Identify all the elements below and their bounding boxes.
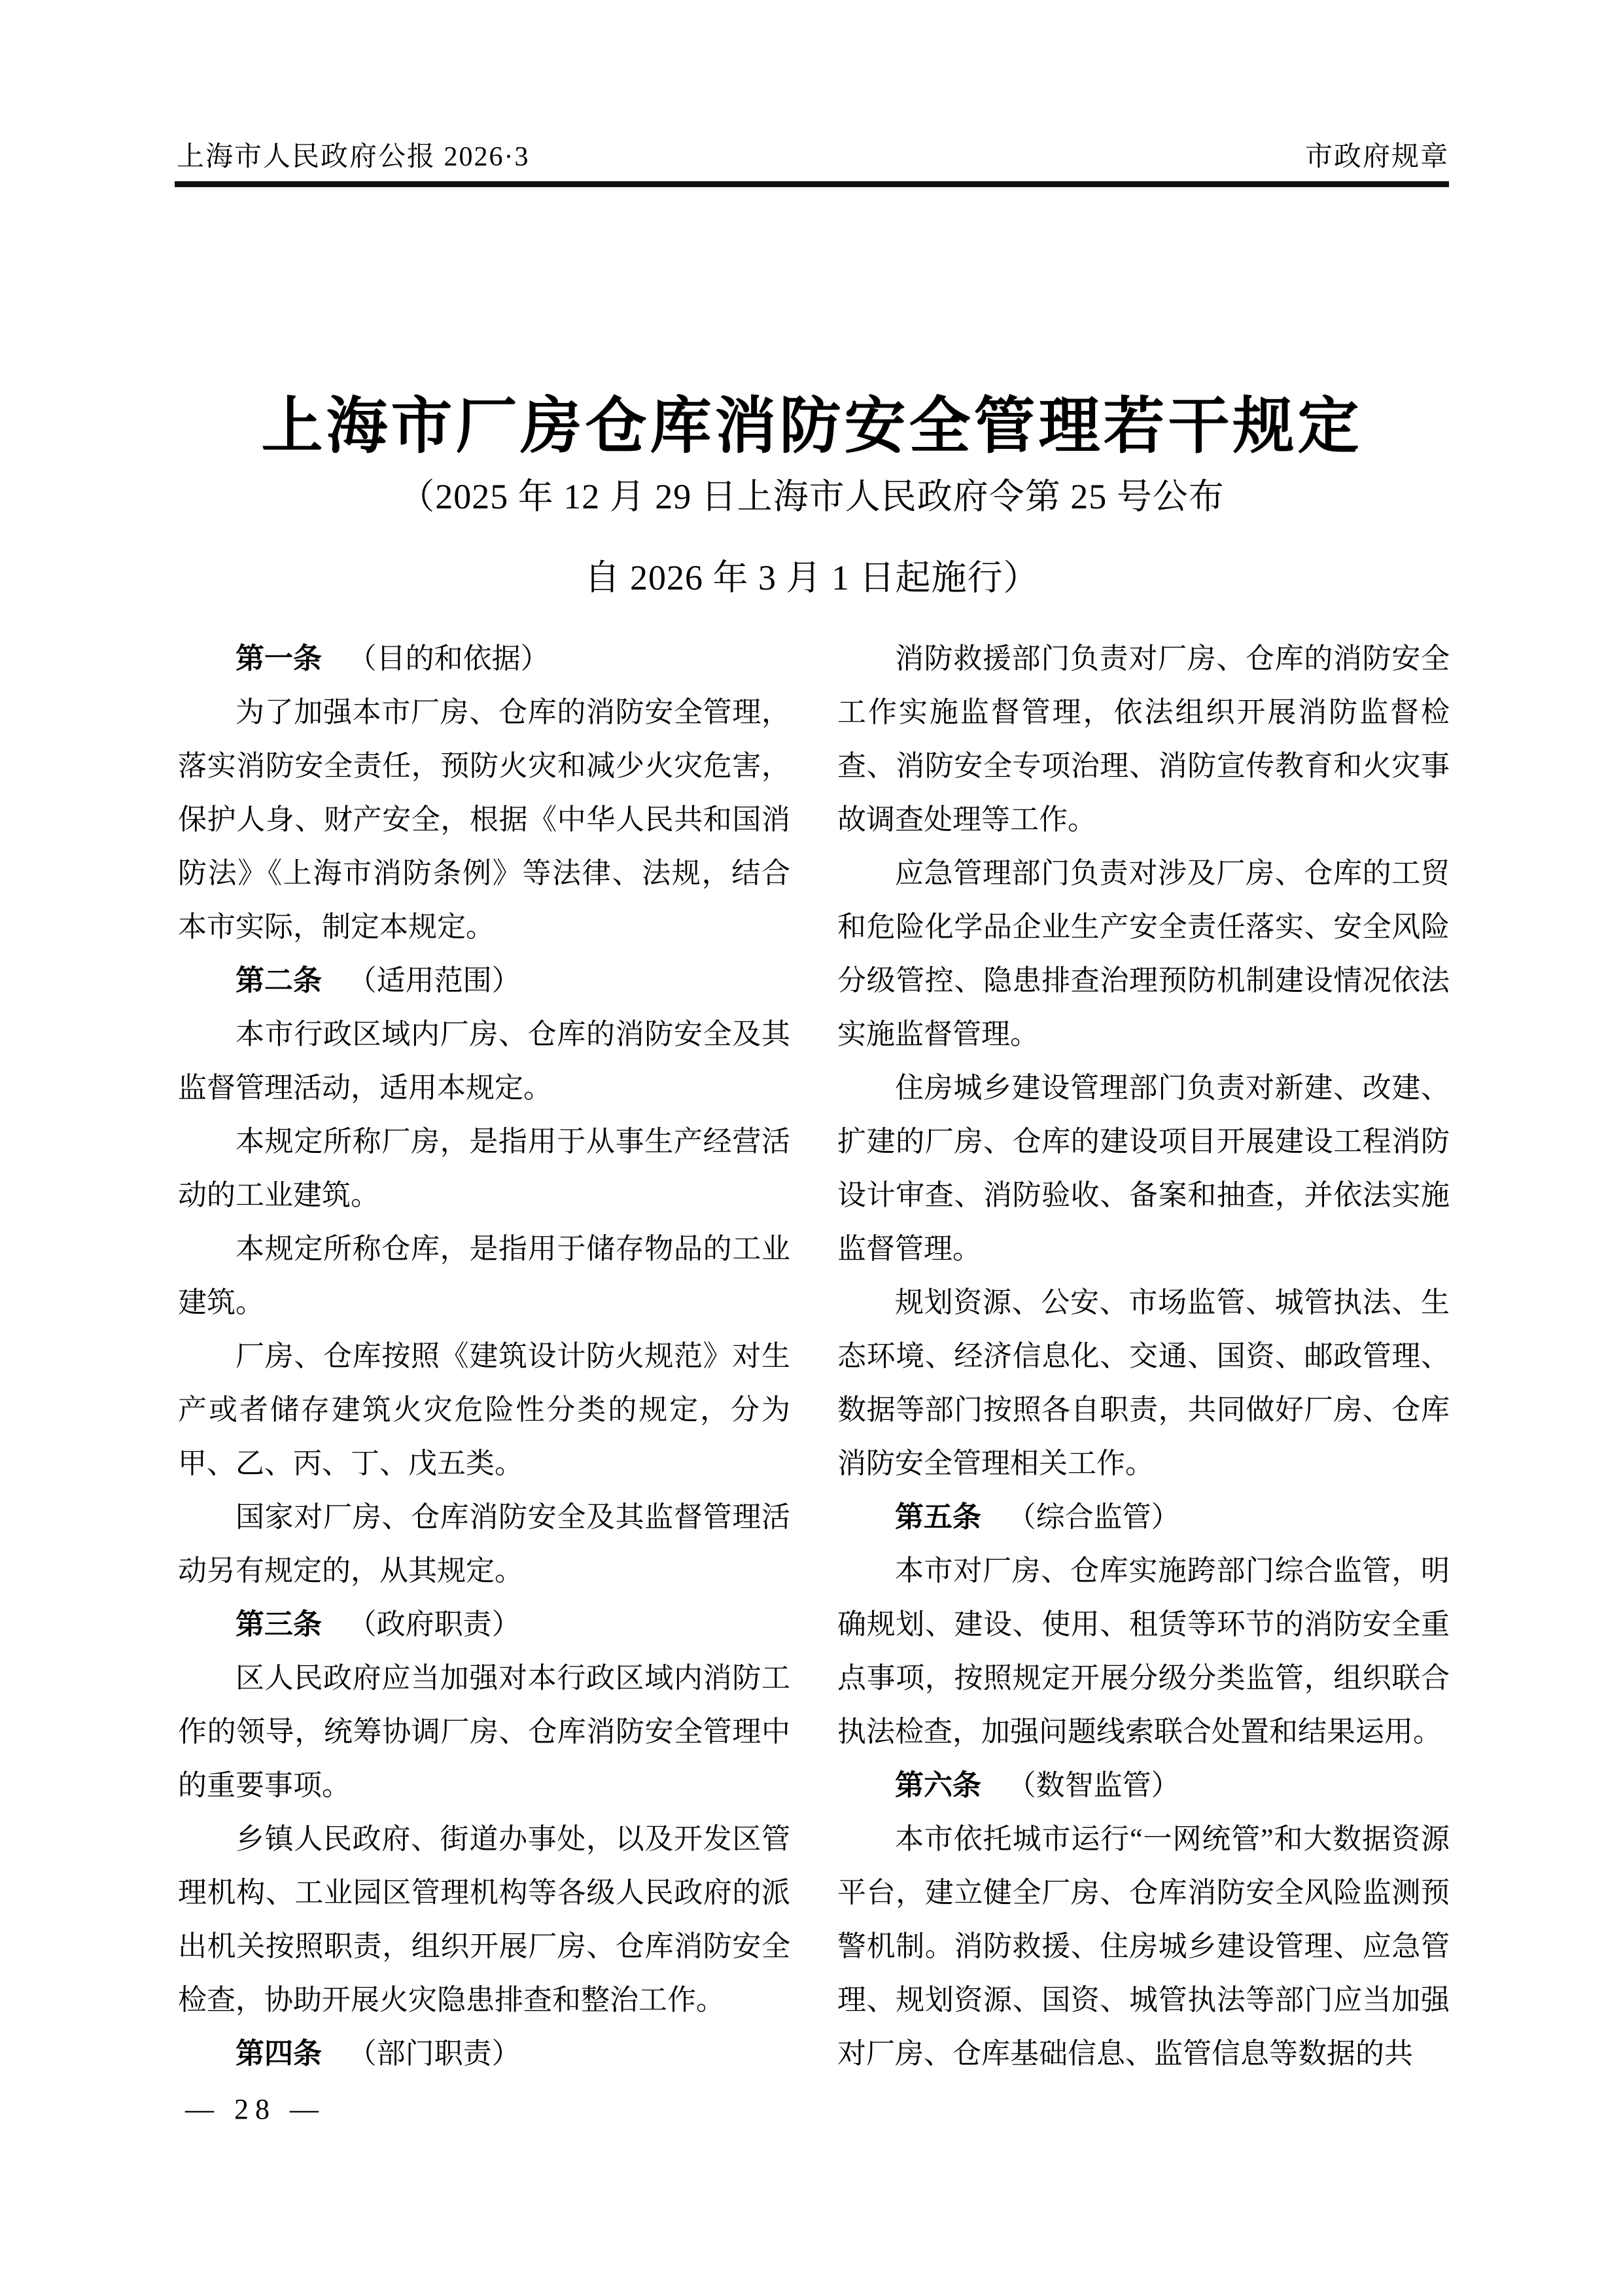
article-heading	[837, 1491, 1450, 1544]
article-paragraph: 国家对厂房、仓库消防安全及其监督管理活动另有规定的，从其规定。	[178, 1501, 790, 1587]
article-paragraph: 本市对厂房、仓库实施跨部门综合监管，明确规划、建设、使用、租赁等环节的消防安全重点事项，按照规定开展分级分类监管，组织联合执法检查，加强问题线索联合处置和结果运用。	[837, 1555, 1450, 1748]
article-title: （适用范围）	[347, 964, 521, 997]
article-heading	[178, 2027, 790, 2081]
article-title: （部门职责）	[347, 2038, 521, 2070]
article-heading	[837, 1759, 1450, 1812]
article-title: （政府职责）	[347, 1608, 521, 1640]
article-paragraph: 为了加强本市厂房、仓库的消防安全管理，落实消防安全责任，预防火灾和减少火灾危害，保护人身、财产安全，根据《中华人民共和国消防法》《上海市消防条例》等法律、法规，结合本市实际，制定本规定。	[178, 696, 790, 943]
subtitle-line-1: （2025 年 12 月 29 日上海市人民政府令第 25 号公布	[399, 477, 1225, 516]
article-heading	[178, 1598, 790, 1651]
article-number: 第六条	[895, 1769, 981, 1801]
article-title: （综合监管）	[1007, 1501, 1180, 1533]
article-paragraph: 区人民政府应当加强对本行政区域内消防工作的领导，统筹协调厂房、仓库消防安全管理中的重要事项。	[178, 1662, 790, 1801]
article-paragraph: 应急管理部门负责对涉及厂房、仓库的工贸和危险化学品企业生产安全责任落实、安全风险分级管控、隐患排查治理预防机制建设情况依法实施监督管理。	[837, 857, 1450, 1050]
article-paragraph: 住房城乡建设管理部门负责对新建、改建、扩建的厂房、仓库的建设项目开展建设工程消防设计审查、消防验收、备案和抽查，并依法实施监督管理。	[837, 1072, 1450, 1265]
gazette-header-left: 上海市人民政府公报 2026·3	[177, 142, 530, 172]
article-paragraph: 本规定所称仓库，是指用于储存物品的工业建筑。	[178, 1233, 790, 1318]
page-number: — 28 —	[185, 2093, 325, 2125]
article-paragraph: 本市依托城市运行“一网统管”和大数据资源平台，建立健全厂房、仓库消防安全风险监测预警机制。消防救援、住房城乡建设管理、应急管理、规划资源、国资、城管执法等部门应当加强对厂房、仓库基础信息、监管信息等数据的共	[837, 1823, 1450, 2070]
article-heading	[178, 954, 790, 1008]
article-paragraph: 消防救援部门负责对厂房、仓库的消防安全工作实施监督管理，依法组织开展消防监督检查、消防安全专项治理、消防宣传教育和火灾事故调查处理等工作。	[837, 643, 1450, 836]
article-number: 第五条	[895, 1501, 981, 1533]
article-paragraph: 本市行政区域内厂房、仓库的消防安全及其监督管理活动，适用本规定。	[178, 1018, 790, 1104]
article-paragraph: 乡镇人民政府、街道办事处，以及开发区管理机构、工业园区管理机构等各级人民政府的派出机关按照职责，组织开展厂房、仓库消防安全检查，协助开展火灾隐患排查和整治工作。	[178, 1823, 790, 2016]
article-paragraph: 厂房、仓库按照《建筑设计防火规范》对生产或者储存建筑火灾危险性分类的规定，分为甲、乙、丙、丁、戊五类。	[178, 1340, 790, 1479]
article-number: 第一条	[236, 643, 322, 675]
subtitle-line-2: 自 2026 年 3 月 1 日起施行）	[584, 558, 1039, 597]
article-heading	[178, 632, 790, 686]
header-rule	[175, 181, 1449, 187]
gazette-header-right: 市政府规章	[1304, 142, 1449, 172]
article-paragraph: 规划资源、公安、市场监管、城管执法、生态环境、经济信息化、交通、国资、邮政管理、数据等部门按照各自职责，共同做好厂房、仓库消防安全管理相关工作。	[837, 1286, 1450, 1479]
body-column-left	[178, 632, 790, 2081]
article-number: 第四条	[236, 2038, 322, 2070]
article-title: （目的和依据）	[347, 643, 550, 675]
article-title: （数智监管）	[1007, 1769, 1180, 1801]
document-title: 上海市厂房仓库消防安全管理若干规定	[261, 393, 1363, 461]
article-paragraph: 本规定所称厂房，是指用于从事生产经营活动的工业建筑。	[178, 1125, 790, 1211]
article-number: 第二条	[236, 964, 322, 997]
article-number: 第三条	[236, 1608, 322, 1640]
body-column-right	[837, 632, 1450, 2081]
